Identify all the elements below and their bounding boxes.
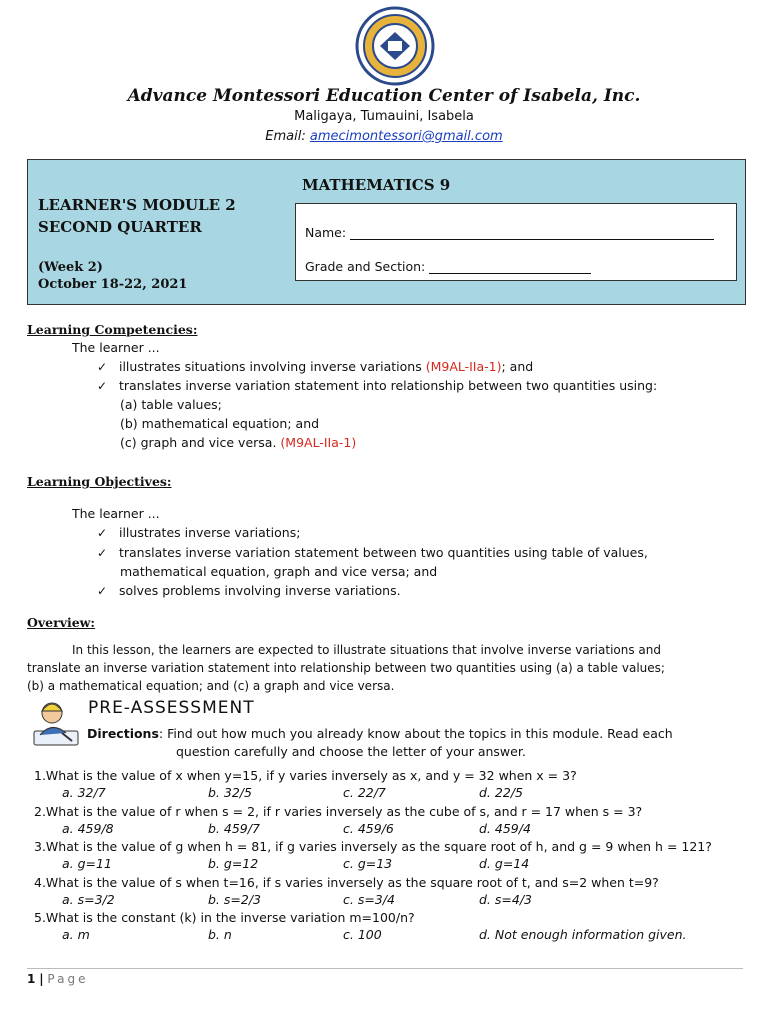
answer-choice[interactable]: d. Not enough information given. [479,927,687,942]
overview-line: translate an inverse variation statement into relationship between two quantities using (a) a table values; [27,661,665,675]
answer-choice[interactable]: d. s=4/3 [479,891,532,907]
answer-choice[interactable]: b. g=12 [208,856,259,871]
question-stem: 3.What is the value of g when h = 81, if g varies inversely as the square root of h, and g = 9 when h = 121? [34,839,712,854]
page-word: Page [47,972,89,986]
competency-item: ✓ translates inverse variation statement into relationship between two quantities using: [97,378,658,393]
name-blank[interactable] [350,227,714,240]
name-label: Name: [305,225,347,240]
objective-item-cont: mathematical equation, graph and vice versa; and [120,564,438,579]
check-icon: ✓ [97,546,108,560]
objective-item: ✓ solves problems involving inverse variations. [97,583,401,598]
module-dates: October 18-22, 2021 [38,277,188,292]
answer-choice[interactable]: a. 459/8 [62,820,114,836]
competencies-intro: The learner ... [72,340,160,355]
directions-line: Directions: Find out how much you already know about the topics in this module. Read each [87,726,673,741]
grade-section-field[interactable] [305,259,591,274]
question-stem: 5.What is the constant (k) in the inverse variation m=100/n? [34,910,415,925]
module-quarter: SECOND QUARTER [38,218,202,236]
student-writing-icon [28,697,84,749]
directions-line: question carefully and choose the letter of your answer. [176,744,526,759]
answer-choice[interactable]: a. g=11 [62,856,112,871]
module-title: LEARNER'S MODULE 2 [38,196,236,214]
objective-item: ✓ illustrates inverse variations; [97,525,301,540]
answer-choice[interactable]: a. m [62,927,90,942]
question-stem: 2.What is the value of r when s = 2, if r varies inversely as the cube of s, and r = 17 when s = 3? [34,803,643,819]
school-name: Advance Montessori Education Center of Isabela, Inc. [127,86,641,106]
email-link[interactable]: amecimontessori@gmail.com [309,129,503,144]
competency-item: ✓ illustrates situations involving inverse variations (M9AL-IIa-1); and [97,359,534,374]
grade-label: Grade and Section: [305,259,426,274]
preassessment-title: PRE-ASSESSMENT [88,698,255,718]
footer-rule [27,968,743,969]
answer-choice[interactable]: c. 22/7 [343,785,386,800]
grade-blank[interactable] [429,261,591,274]
check-icon: ✓ [97,584,108,598]
page-footer [27,972,88,986]
question-stem: 4.What is the value of s when t=16, if s varies inversely as the square root of t, and s=2 when t=9? [34,874,659,890]
answer-choice[interactable]: a. 32/7 [62,785,106,800]
answer-choice[interactable]: c. 100 [343,927,382,942]
answer-choice[interactable]: b. n [208,927,232,942]
overview-line: (b) a mathematical equation; and (c) a graph and vice versa. [27,679,395,693]
name-field[interactable] [305,225,714,240]
objective-item: ✓ translates inverse variation statement between two quantities using table of values, [97,545,648,560]
page-number: 1 [27,972,36,986]
question-stem: 1.What is the value of x when y=15, if y varies inversely as x, and y = 32 when x = 3? [34,768,577,783]
footer-separator: | [39,972,44,986]
check-icon: ✓ [97,360,108,374]
school-seal-logo [355,6,435,86]
answer-choice[interactable]: d. g=14 [479,856,530,871]
answer-choice[interactable]: c. g=13 [343,856,393,871]
answer-choice[interactable]: b. 32/5 [208,785,252,800]
answer-choice[interactable]: d. 459/4 [479,820,531,836]
check-icon: ✓ [97,379,108,393]
objectives-intro: The learner ... [72,506,160,521]
answer-choice[interactable]: b. 459/7 [208,820,260,836]
answer-choice[interactable]: c. s=3/4 [343,891,395,907]
competency-code: (M9AL-IIa-1) [425,359,502,374]
objectives-heading: Learning Objectives: [27,474,172,489]
answer-choice[interactable]: a. s=3/2 [62,891,115,907]
competency-sub-c: (c) graph and vice versa. (M9AL-IIa-1) [120,435,357,450]
overview-line: In this lesson, the learners are expected to illustrate situations that involve inverse variations and [72,643,661,657]
module-week: (Week 2) [38,260,103,275]
email-label: Email: [265,129,306,144]
directions-label: Directions [87,726,159,741]
answer-choice[interactable]: c. 459/6 [343,820,394,836]
answer-choice[interactable]: d. 22/5 [479,785,523,800]
overview-heading: Overview: [27,615,96,630]
competency-sub-b: (b) mathematical equation; and [120,416,320,431]
school-address: Maligaya, Tumauini, Isabela [294,109,474,124]
competency-code: (M9AL-IIa-1) [280,435,357,450]
competency-sub-a: (a) table values; [120,397,222,412]
answer-choice[interactable]: b. s=2/3 [208,891,261,907]
email-line [0,129,768,144]
competencies-heading: Learning Competencies: [27,322,198,337]
check-icon: ✓ [97,526,108,540]
subject-title: MATHEMATICS 9 [302,176,451,194]
